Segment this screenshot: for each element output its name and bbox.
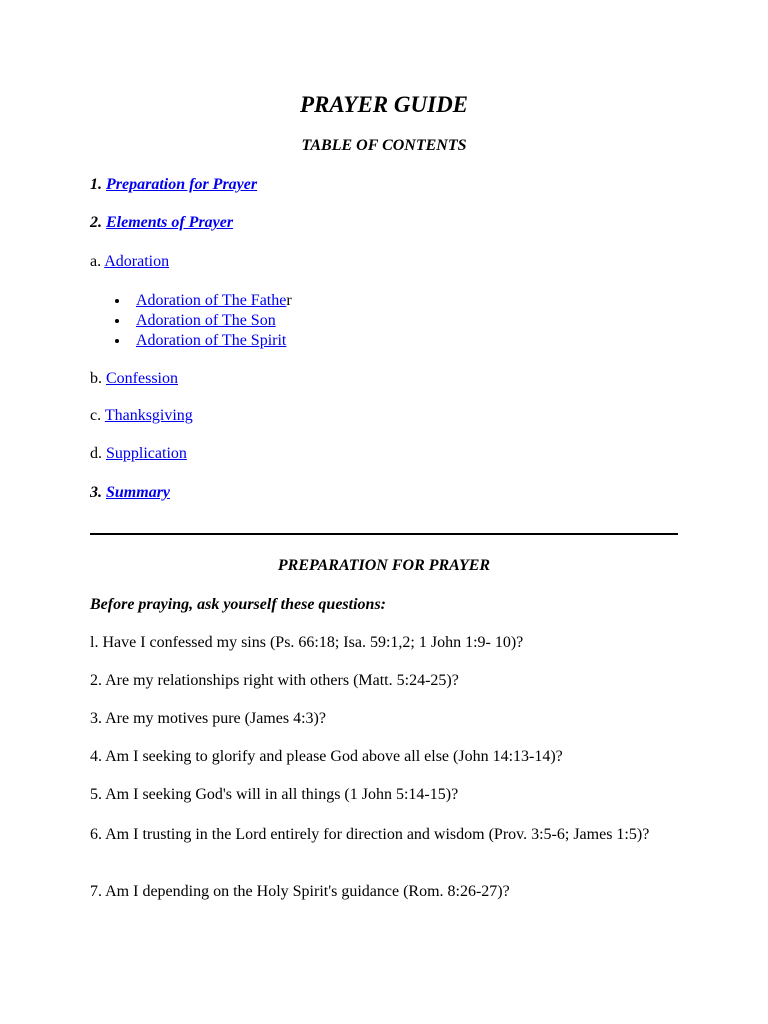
toc-item-number: 3. (90, 484, 106, 501)
question-2: 2. Are my relationships right with others (Matt. 5:24-25)? (90, 672, 459, 689)
list-item (112, 311, 292, 331)
toc-heading: TABLE OF CONTENTS (301, 137, 467, 154)
toc-link-supplication[interactable]: Supplication (106, 445, 187, 462)
question-6: 6. Am I trusting in the Lord entirely for direction and wisdom (Prov. 3:5-6; James 1:5)? (90, 826, 650, 843)
toc-subitem-adoration (90, 253, 169, 271)
section-heading: PREPARATION FOR PRAYER (277, 557, 491, 574)
toc-link-adoration[interactable]: Adoration (104, 253, 170, 270)
toc-item-elements (90, 214, 233, 232)
question-4: 4. Am I seeking to glorify and please God above all else (John 14:13-14)? (90, 748, 563, 765)
toc-subitem-prefix: c. (90, 407, 105, 424)
question-1: l. Have I confessed my sins (Ps. 66:18; Isa. 59:1,2; 1 John 1:9- 10)? (90, 634, 524, 651)
toc-link-confession[interactable]: Confession (106, 370, 178, 387)
toc-link-preparation-for-prayer[interactable]: Preparation for Prayer (106, 176, 258, 193)
toc-item-number: 2. (90, 214, 106, 231)
horizontal-divider (90, 533, 678, 535)
trailing-letter: r (286, 292, 292, 309)
list-item (112, 331, 292, 351)
toc-item-number: 1. (90, 176, 106, 193)
question-5: 5. Am I seeking God's will in all things (1 John 5:14-15)? (90, 786, 459, 803)
toc-link-elements-of-prayer[interactable]: Elements of Prayer (106, 214, 234, 231)
toc-link-adoration-father[interactable]: Adoration of The Fathe (136, 292, 287, 309)
toc-subitem-thanksgiving (90, 407, 193, 425)
toc-link-thanksgiving[interactable]: Thanksgiving (104, 407, 193, 424)
toc-link-adoration-spirit[interactable]: Adoration of The Spirit (136, 332, 287, 349)
list-item (112, 291, 292, 311)
toc-subitem-confession (90, 370, 178, 388)
question-3: 3. Are my motives pure (James 4:3)? (90, 710, 326, 727)
toc-subitem-prefix: a. (90, 253, 105, 270)
question-7: 7. Am I depending on the Holy Spirit's guidance (Rom. 8:26-27)? (90, 883, 510, 900)
toc-item-preparation (90, 176, 257, 194)
adoration-list (112, 291, 292, 351)
toc-link-adoration-son[interactable]: Adoration of The Son (136, 312, 276, 329)
toc-subitem-prefix: d. (90, 445, 106, 462)
toc-subitem-prefix: b. (90, 370, 106, 387)
toc-item-summary (90, 484, 170, 502)
toc-link-summary[interactable]: Summary (106, 484, 171, 501)
section-intro: Before praying, ask yourself these questions: (90, 596, 386, 613)
toc-subitem-supplication (90, 445, 187, 463)
document-title: PRAYER GUIDE (299, 92, 469, 117)
